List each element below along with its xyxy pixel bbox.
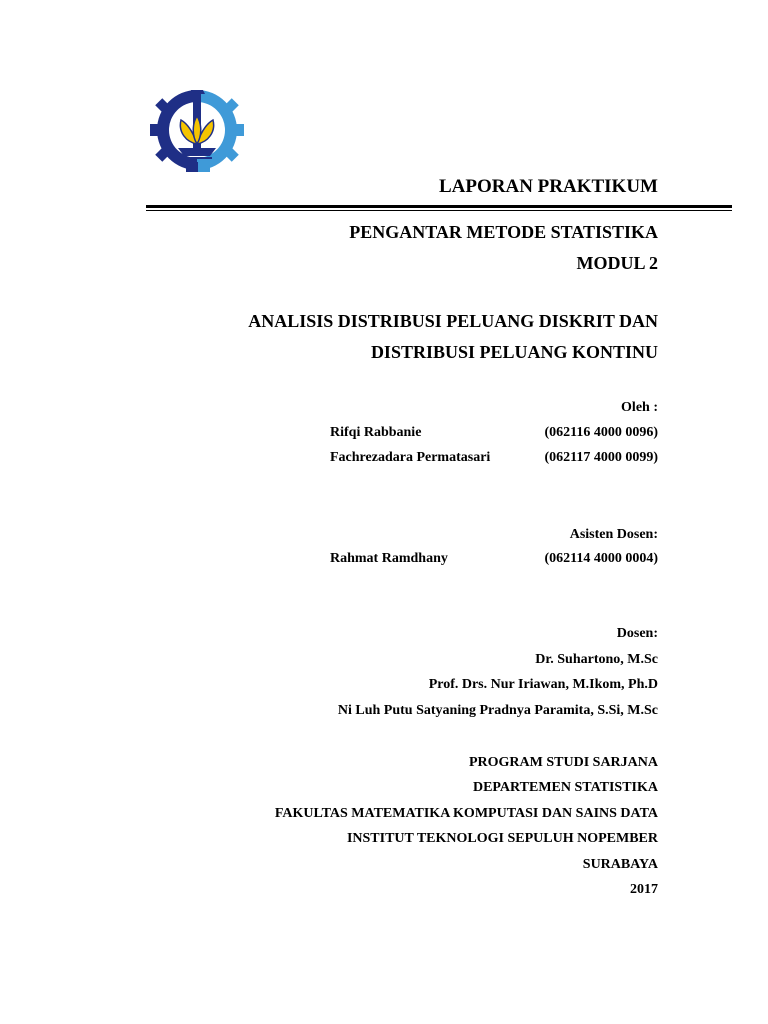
course-title: PENGANTAR METODE STATISTIKA	[349, 222, 658, 242]
title-divider-thin	[146, 210, 732, 211]
topic-title-line-2: DISTRIBUSI PELUANG KONTINU	[370, 342, 658, 362]
author-id: (062116 4000 0096)	[544, 425, 658, 440]
topic-title-line-1: ANALISIS DISTRIBUSI PELUANG DISKRIT DAN	[248, 311, 658, 331]
faculty-name: FAKULTAS MATEMATIKA KOMPUTASI DAN SAINS DATA	[274, 806, 658, 821]
lecturer-name: Dr. Suhartono, M.Sc	[535, 652, 658, 667]
program-name: PROGRAM STUDI SARJANA	[468, 755, 658, 770]
assistant-label: Asisten Dosen:	[569, 527, 658, 542]
authors-label: Oleh :	[621, 400, 658, 415]
report-type-title: LAPORAN PRAKTIKUM	[438, 176, 658, 197]
city-name: SURABAYA	[582, 857, 658, 872]
assistant-id: (062114 4000 0004)	[544, 551, 658, 566]
author-name: Fachrezadara Permatasari	[330, 450, 491, 465]
assistant-name: Rahmat Ramdhany	[330, 551, 448, 566]
title-divider-thick	[146, 205, 732, 208]
module-title: MODUL 2	[576, 253, 658, 273]
lecturers-label: Dosen:	[616, 626, 658, 641]
department-name: DEPARTEMEN STATISTIKA	[472, 780, 658, 795]
its-logo-icon	[148, 86, 246, 174]
author-id: (062117 4000 0099)	[544, 450, 658, 465]
author-name: Rifqi Rabbanie	[330, 425, 422, 440]
year: 2017	[630, 882, 658, 897]
lecturer-name: Prof. Drs. Nur Iriawan, M.Ikom, Ph.D	[428, 677, 658, 692]
university-name: INSTITUT TEKNOLOGI SEPULUH NOPEMBER	[346, 831, 658, 846]
lecturer-name: Ni Luh Putu Satyaning Pradnya Paramita, S.Si, M.Sc	[337, 703, 658, 718]
